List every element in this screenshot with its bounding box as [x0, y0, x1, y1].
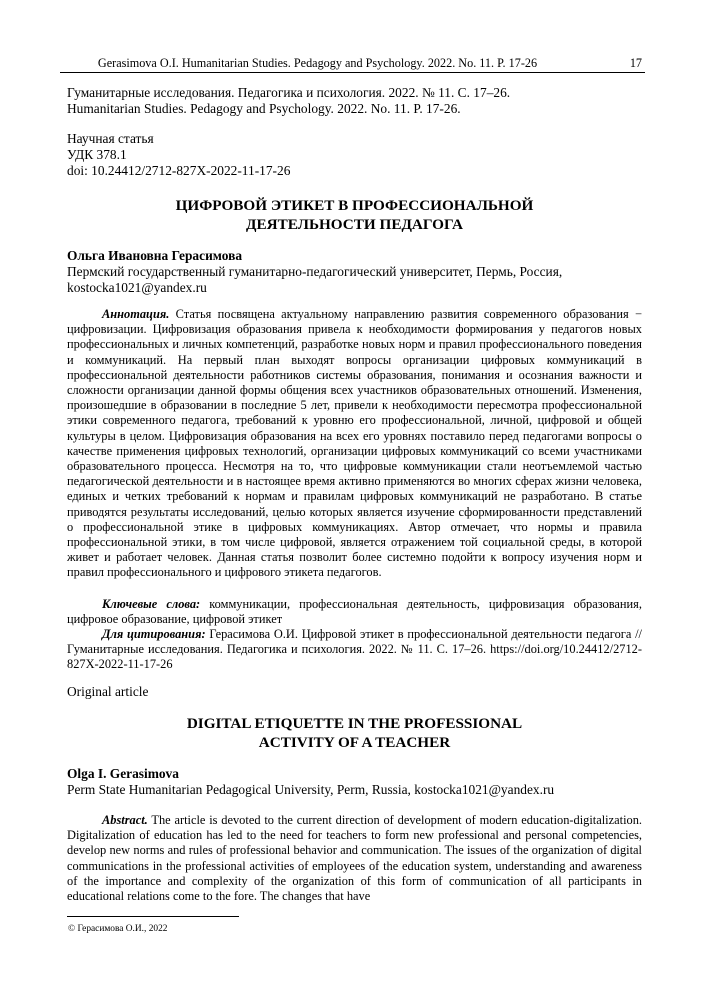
- abstract-ru: [67, 307, 642, 581]
- abstract-text-en: The article is devoted to the current direction of development of modern education-digitalization. Digitalization of education has led to the need for teachers to form new professional and personal competencies, develop new norms and rules of professional behavior and communication. The issues of the organization of digital communications in the professional activities of employees of the education system, understanding and awareness of the importance and complexity of the organization of this form of communication of all participants in educational relations come to the fore. The changes that have: [67, 813, 642, 904]
- abstract-en: [67, 813, 642, 904]
- affiliation-en: Perm State Humanitarian Pedagogical University, Perm, Russia, kostocka1021@yandex.ru: [67, 782, 555, 797]
- author-block-en: [67, 766, 642, 798]
- author-block-ru: [67, 248, 642, 296]
- article-type-ru: Научная статья: [67, 131, 154, 146]
- article-title-en: [67, 714, 642, 752]
- abstract-text-ru: Статья посвящена актуальному направлению развития современного образования − цифровизации. Цифровизация образования привела к необходимости формирования у педагогов новых профессиональных и личных компетенций, разработке новых норм и правил профессионального поведения и коммуникаций. На первый план выходят вопросы организации цифровых коммуникаций в профессиональной деятельности работников системы образования, понимания и осознания важности и сложности организации данной формы общения всех участников образовательных отношений. Изменения, произошедшие в образовании в последние 5 лет, привели к необходимости пересмотра профессиональной этики современного педагога, требований к уровню его профессиональной, личной, цифровой и общей культуры в целом. Цифровизация образования на всех его уровнях поставило перед педагогами вопросы о качестве применения цифровых технологий, организации цифровых коммуникаций со всеми участниками образовательного процесса. Несмотря на то, что цифровые коммуникации стали неотъемлемой частью педагогической деятельности и в настоящее время активно применяются во многих сферах жизни человека, единых и четких требований к нормам и правилам цифровых коммуникаций не разработано. В статье приводятся результаты исследований, целью которых является изучение сформированности представлений о профессиональной этике в цифровых коммуникациях. Автор отмечает, что нормы и правила профессиональной этики, в том числе цифровой, является отражением той социальной среды, в которой живет и работает человек. Данная статья позволит более системно подойти к вопросу изучения норм и правил профессионального и цифрового этикета педагогов.: [67, 307, 642, 580]
- article-title-ru: [67, 196, 642, 234]
- page-number: 17: [629, 56, 642, 70]
- keywords-ru: [67, 597, 642, 627]
- title-en-line2: ACTIVITY OF A TEACHER: [258, 734, 451, 751]
- article-type-en: Original article: [67, 684, 149, 699]
- title-en-line1: DIGITAL ETIQUETTE IN THE PROFESSIONAL: [186, 715, 523, 732]
- title-ru-line2: ДЕЯТЕЛЬНОСТИ ПЕДАГОГА: [246, 216, 463, 233]
- citation-text-ru: Герасимова О.И. Цифровой этикет в профессиональной деятельности педагога // Гуманитарные исследования. Педагогика и психология. 2022. № 11. С. 17–26. https://doi.org/10.24412/2712-827X-2022-11-17-26: [67, 627, 642, 672]
- author-name-en: Olga I. Gerasimova: [67, 766, 179, 781]
- journal-ref-en: Humanitarian Studies. Pedagogy and Psychology. 2022. No. 11. P. 17-26.: [67, 101, 461, 116]
- journal-reference: [67, 85, 642, 117]
- affiliation-ru: Пермский государственный гуманитарно-педагогический университет, Пермь, Россия,: [67, 264, 563, 279]
- title-ru-line1: ЦИФРОВОЙ ЭТИКЕТ В ПРОФЕССИОНАЛЬНОЙ: [175, 197, 534, 214]
- footnote-divider: [67, 916, 239, 917]
- article-meta: [67, 131, 642, 179]
- abstract-label-en: Abstract.: [102, 813, 148, 827]
- copyright-footnote: © Герасимова О.И., 2022: [68, 924, 168, 934]
- keywords-text-ru: коммуникации, профессиональная деятельность, цифровизация образования, цифровое образование, цифровой этикет: [67, 597, 642, 627]
- citation-label-ru: Для цитирования:: [102, 627, 206, 641]
- keywords-label-ru: Ключевые слова:: [102, 597, 201, 611]
- author-email-ru[interactable]: kostocka1021@yandex.ru: [67, 280, 207, 295]
- running-header-text: Gerasimova O.I. Humanitarian Studies. Pedagogy and Psychology. 2022. No. 11. P. 17-26: [97, 56, 538, 70]
- citation-ru: [67, 627, 642, 673]
- abstract-label-ru: Аннотация.: [102, 307, 170, 321]
- doi[interactable]: doi: 10.24412/2712-827X-2022-11-17-26: [67, 163, 291, 178]
- author-name-ru: Ольга Ивановна Герасимова: [67, 248, 243, 263]
- journal-ref-ru: Гуманитарные исследования. Педагогика и психология. 2022. № 11. С. 17–26.: [67, 85, 511, 100]
- running-header: [60, 55, 645, 73]
- udk-code: УДК 378.1: [67, 147, 127, 162]
